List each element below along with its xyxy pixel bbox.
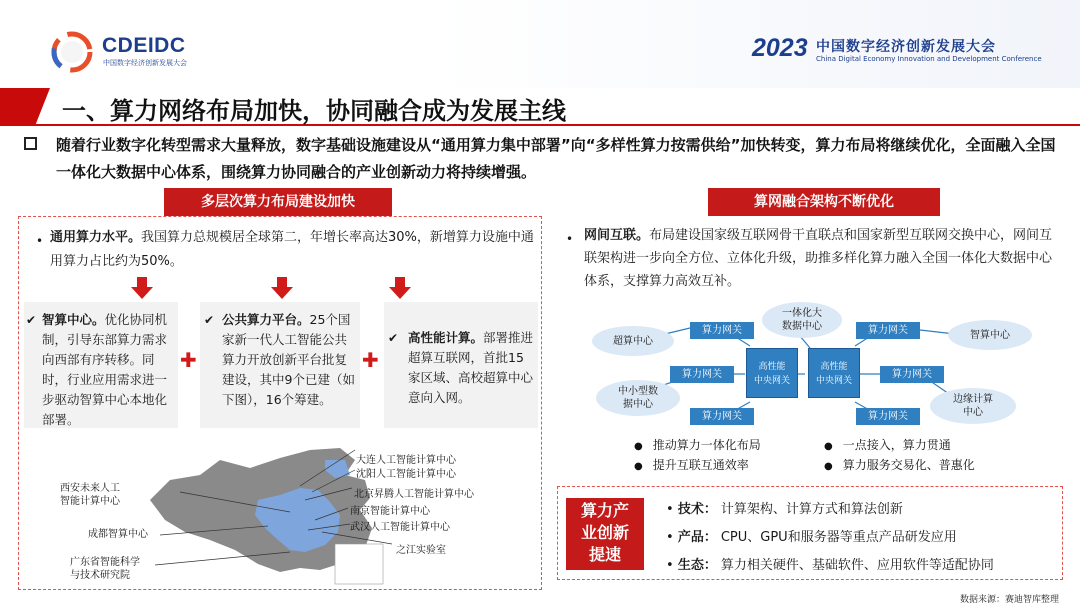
core-text-line: 中央网关 [815, 376, 852, 386]
card-hpc [384, 302, 538, 428]
benefit-bullet [824, 436, 951, 453]
innovation-label-box [566, 498, 644, 570]
map-label: 大连人工智能计算中心 [356, 455, 456, 466]
row-key: 生态： [677, 558, 717, 573]
intro-square-icon [24, 137, 37, 150]
event-english-name: China Digital Economy Innovation and Development Conference [816, 55, 1042, 63]
row-key: 技术： [677, 502, 717, 517]
map-label-line: 与技术研究院 [70, 570, 130, 581]
dot-icon: ● [634, 441, 643, 452]
plus-icon: ✚ [362, 348, 379, 372]
check-icon: ✔ [204, 313, 215, 327]
card-title: 公共算力平台。 [222, 312, 310, 327]
compute-gateway: 算力网关 [690, 408, 754, 425]
map-label: 成都智算中心 [88, 529, 148, 540]
map-label: 南京智能计算中心 [350, 506, 430, 517]
down-arrow-icon [131, 277, 153, 299]
check-icon: ✔ [26, 313, 37, 327]
dot-icon: • [666, 558, 678, 573]
right-lead-paragraph [584, 224, 1062, 293]
cloud-text-line: 中小型数 [618, 386, 658, 397]
innovation-row [666, 554, 994, 573]
benefit-text: 推动算力一体化布局 [652, 438, 761, 452]
card-text: 部署推进超算互联网，首批15家区域、高校超算中心意向入网。 [408, 330, 534, 405]
right-section-label: 算网融合架构不断优化 [708, 188, 940, 216]
benefit-text: 一点接入，算力贯通 [842, 438, 951, 452]
cloud-text-line: 据中心 [623, 399, 653, 410]
logo-subtitle: 中国数字经济创新发展大会 [103, 59, 187, 67]
event-name: 中国数字经济创新发展大会 [816, 39, 996, 55]
cloud-text-line: 一体化大 [782, 308, 822, 319]
dot-icon: • [666, 502, 678, 517]
box-text-line: 提速 [588, 545, 621, 564]
left-section-label: 多层次算力布局建设加快 [164, 188, 392, 216]
bullet-icon: • [36, 234, 44, 248]
lead-title: 通用算力水平。 [50, 230, 142, 245]
innovation-row [666, 498, 903, 517]
cloud-small-datacenter [596, 380, 680, 416]
map-label-line: 西安未来人工 [60, 483, 120, 494]
left-lead-paragraph [50, 226, 536, 274]
row-key: 产品： [677, 530, 717, 545]
map-label: 之江实验室 [396, 545, 446, 556]
plus-icon: ✚ [180, 348, 197, 372]
dot-icon: ● [634, 461, 643, 472]
dot-icon: ● [824, 461, 833, 472]
dot-icon: ● [824, 441, 833, 452]
down-arrow-icon [389, 277, 411, 299]
lead-text: 我国算力总规模居全球第二，年增长率高达30%，新增算力设施中通用算力占比约为50%。 [50, 230, 534, 269]
source-note: 数据来源：赛迪智库整理 [960, 595, 1060, 605]
benefit-text: 算力服务交易化、普惠化 [842, 458, 975, 472]
map-label-line: 智能计算中心 [60, 496, 120, 507]
card-title: 智算中心。 [42, 312, 105, 327]
lead-text: 布局建设国家级互联网骨干直联点和国家新型互联网交换中心，网间互联架构进一步向全方位、立体化升级，助推多样化算力融入全国一体化大数据中心体系，支撑算力高效互补。 [584, 228, 1053, 289]
cloud-super-center: 超算中心 [592, 326, 674, 356]
cloud-smart-center: 智算中心 [948, 320, 1032, 350]
bullet-icon: • [566, 232, 574, 246]
card-smart-center [24, 302, 178, 428]
core-text-line: 高性能 [820, 362, 848, 372]
core-text-line: 中央网关 [753, 376, 790, 386]
row-value: 计算架构、计算方式和算法创新 [720, 502, 903, 517]
map-label-line: 广东省智能科学 [70, 557, 140, 568]
map-label: 武汉人工智能计算中心 [350, 522, 450, 533]
logo-icon [50, 30, 94, 74]
row-value: CPU、GPU和服务器等重点产品研发应用 [720, 530, 957, 545]
map-label: 北京昇腾人工智能计算中心 [354, 489, 474, 500]
compute-gateway: 算力网关 [880, 366, 944, 383]
compute-gateway: 算力网关 [856, 408, 920, 425]
cloud-integrated-center [762, 302, 842, 338]
page-title: 一、算力网络布局加快，协同融合成为发展主线 [62, 97, 566, 125]
event-year: 2023 [752, 34, 808, 62]
card-public-platform [200, 302, 360, 428]
cloud-text-line: 数据中心 [782, 321, 822, 332]
dot-icon: • [666, 530, 678, 545]
row-value: 算力相关硬件、基础软件、应用软件等适配协同 [720, 558, 994, 573]
down-arrow-icon [271, 277, 293, 299]
compute-gateway: 算力网关 [670, 366, 734, 383]
map-label [70, 556, 140, 582]
benefit-bullet [824, 456, 975, 473]
core-gateway [808, 348, 860, 398]
card-text: 优化协同机制，引导东部算力需求向西部有序转移。同时，行业应用需求进一步驱动智算中心本地化部署。 [42, 312, 168, 427]
benefit-bullet [634, 436, 761, 453]
innovation-row [666, 526, 957, 545]
benefit-text: 提升互联互通效率 [652, 458, 749, 472]
core-text-line: 高性能 [758, 362, 786, 372]
map-label [60, 482, 120, 508]
lead-title: 网间互联。 [584, 228, 650, 243]
title-accent [0, 88, 50, 126]
card-text: 25个国家新一代人工智能公共算力开放创新平台批复建设，其中9个已建（如下图），16个筹建。 [222, 312, 355, 407]
box-text-line: 业创新 [580, 523, 629, 542]
compute-gateway: 算力网关 [690, 322, 754, 339]
compute-gateway: 算力网关 [856, 322, 920, 339]
box-text-line: 算力产 [580, 501, 629, 520]
benefit-bullet [634, 456, 749, 473]
logo-text: CDEIDC [102, 34, 186, 57]
cloud-edge-center [930, 388, 1016, 424]
cloud-text-line: 中心 [963, 407, 983, 418]
header-banner [0, 0, 1080, 88]
cloud-text-line: 边缘计算 [953, 394, 993, 405]
map-label: 沈阳人工智能计算中心 [356, 469, 456, 480]
card-title: 高性能计算。 [408, 330, 484, 345]
intro-paragraph: 随着行业数字化转型需求大量释放，数字基础设施建设从“通用算力集中部署”向“多样性算力按需供给”加快转变，算力布局将继续优化，全面融入全国一体化大数据中心体系，围绕算力协同融合的产业创新动力将持续增强。 [56, 136, 1056, 181]
check-icon: ✔ [388, 331, 399, 345]
core-gateway [746, 348, 798, 398]
